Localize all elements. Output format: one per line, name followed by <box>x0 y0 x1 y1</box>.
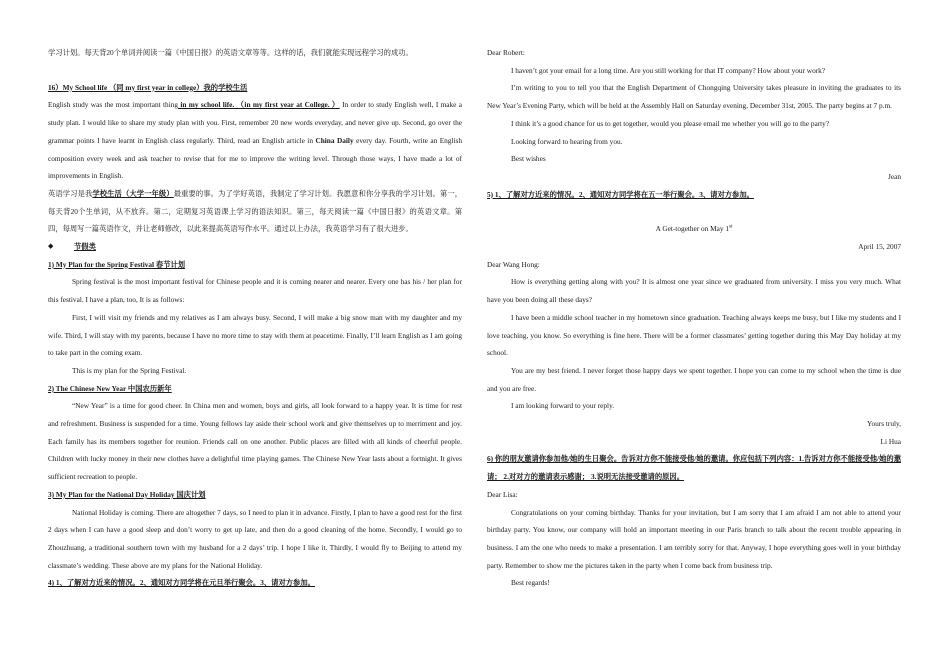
spring-festival-paragraph-2: First, I will visit my friends and my relatives as I am always busy. Second, I will make a big snow man with my daughter and my wife. Third, I will stay with my parents, because I have no more time to stay with them at peacetime. Finally, I’ll learn English as I am going to take part in the coming exam. <box>48 312 462 358</box>
intro-cn-tail: 学习计划。每天背20个单词并阅读一篇《中国日报》的英语文章等等。这样的话，我们就能实现远程学习的成功。 <box>48 48 413 57</box>
letter-6-salutation: Dear Lisa: <box>487 489 518 499</box>
festival-category-label: 节假类 <box>74 242 96 252</box>
letter-5-salutation: Dear Wang Hong: <box>487 259 540 269</box>
chinese-new-year-heading: 2) The Chinese New Year 中国农历新年 <box>48 383 172 393</box>
letter-4-paragraph-1: I haven’t got your email for a long time. Are you still working for that IT company? How about your work? <box>511 65 826 75</box>
newspaper-name: China Daily <box>315 135 354 145</box>
festival-category-row <box>48 238 462 256</box>
title-text: A Get-together on May 1 <box>655 224 729 234</box>
text-run: every day. Fourth, write an English composition every week and ask teacher to revise that for me to improve the writing level. Through those ways, I have made a lot of improvements in English. <box>48 135 462 181</box>
text-run: 最重要的事。为了学好英语，我制定了学习计划。我愿意和你分享我的学习计划。第一，每天背20个生单词，从不放弃。第二，定期复习英语课上学习的语法知识。第三，每天阅读一篇《中国日报》的英语文章。第四，每周写一篇英语作文，并让老师修改，以此来提高英语写作水平。通过以上办法，我英语学习有了很大进步。 <box>48 188 463 234</box>
letter-4-paragraph-4: Looking forward to hearing from you. <box>511 136 623 146</box>
text-run: In order to study English well, I make a study plan. I would like to share my study plan with you. First, remember 20 new words everyday, and never give up. Second, go over the grammar points I have learnt in English class regularly. Third, read an English article in <box>48 100 462 145</box>
letter-5-date: April 15, 2007 <box>858 242 901 252</box>
spring-festival-heading: 1) My Plan for the Spring Festival 春节计划 <box>48 259 186 269</box>
title-superscript: st <box>729 224 733 230</box>
diamond-bullet-icon: ◆ <box>48 242 54 251</box>
letter-5-paragraph-1: How is everything getting along with you? It is almost one year since we graduated from university. I miss you very much. What have you been doing all these days? <box>487 277 901 305</box>
emphasis-run: in my school life. （in my first year at College. ） <box>178 100 340 110</box>
national-day-paragraph: National Holiday is coming. There are altogether 7 days, so I need to plan it in advance. Firstly, I plan to have a good rest for the first 2 days when I can have a good sleep and don’t worry to get up late, and then do a good cleaning of the home. Secondly, I would go to Zhouzhuang, a traditional southern town with my husband for a 2 days’ trip. I hope I like it. Thirdly, I would fly to Beijing to attend my classmate’s wedding. These above are my plans for the National Holiday. <box>48 507 462 570</box>
section-16-english-paragraph <box>48 96 462 185</box>
letter-4-paragraph-3: I think it’s a good chance for us to get together, would you please email me whether you will go to the party? <box>511 118 830 128</box>
section-5-heading: 5) 1、了解对方近来的情况。2、通知对方同学将在五一举行聚会。3、请对方参加。 <box>487 189 754 199</box>
text-run: English study was the most important thing <box>48 100 179 110</box>
letter-5-paragraph-4: I am looking forward to your reply. <box>511 401 615 411</box>
emphasis-run: 学校生活（大学一年级） <box>92 188 174 198</box>
letter-5-paragraph-2: I have been a middle school teacher in my hometown since graduation. Teaching always keeps me busy, but I like my students and I love teaching, you know. So everything is fine here. There will be a former classmates’ getting together during this May Day holiday at my school. <box>487 312 901 358</box>
letter-5-signature: Li Hua <box>880 436 901 446</box>
section-16-chinese-paragraph <box>48 185 462 238</box>
section-4-heading: 4) 1、了解对方近来的情况。2、通知对方同学将在元旦举行聚会。3、请对方参加。 <box>48 578 315 588</box>
spacer <box>487 203 901 220</box>
chinese-new-year-paragraph: “New Year” is a time for good cheer. In China men and women, boys and girls, all look forward to a happy year. It is time for rest and refreshment. Business is suspended for a time. Young fellows lay aside their school work and give themselves up to merriment and joy. Each family has its members together for reunion. Friends call on one another. Public places are filled with all kinds of cheerful people. Children with lucky money in their new clothes have a delightful time playing games. The Chinese New Year lasts about a fortnight. It gives sufficient recreation to people. <box>48 401 462 482</box>
letter-4-signature: Jean <box>888 171 901 181</box>
spring-festival-paragraph-3: This is my plan for the Spring Festival. <box>72 365 187 375</box>
letter-6-paragraph-1: Congratulations on your coming birthday. Thanks for your invitation, but I am sorry that I am afraid I am not able to attend your birthday party. You know, our company will hold an important meeting in our Paris branch to talk about the recent trouble appearing in business. I am the one who needs to make a presentation. I am terribly sorry for that. Anyway, I hope everything goes well in your birthday party. Remember to show me the pictures taken in the party when I come back from business trip. <box>487 507 901 570</box>
letter-4-paragraph-2: I’m writing to you to tell you that the English Department of Chongqing University takes pleasure in inviting the graduates to its New Year’s Evening Party, which will be held at the Assembly Hall on Saturday evening, December 31st, 2005. The party begins at 7 p.m. <box>487 83 901 111</box>
right-column <box>487 44 901 592</box>
letter-5-closing: Yours truly, <box>866 419 901 429</box>
section-16-heading: 16）My School life （同 my first year in college）我的学校生活 <box>48 82 248 92</box>
national-day-heading: 3) My Plan for the National Day Holiday 国庆计划 <box>48 489 206 499</box>
spacer <box>48 62 462 79</box>
letter-4-salutation: Dear Robert: <box>487 48 525 57</box>
letter-6-closing: Best regards! <box>511 578 550 588</box>
left-column <box>48 44 462 592</box>
spring-festival-paragraph-1: Spring festival is the most important festival for Chinese people and it is coming nearer and nearer. Every one has his / her plan for this festival. I have a plan, too, It is as follows: <box>48 277 462 305</box>
letter-5-title <box>487 220 901 238</box>
text-run: 英语学习是我 <box>48 188 93 198</box>
letter-4-closing: Best wishes <box>511 154 546 164</box>
section-6-heading: 6) 你的朋友邀请你参加他/她的生日聚会。告诉对方你不能接受他/她的邀请。你应包括下列内容：1.告诉对方你不能接受他/她的邀请； 2.对对方的邀请表示感谢； 3.说明无法接受邀请的原因。 <box>487 454 901 482</box>
letter-5-paragraph-3: You are my best friend. I never forget those happy days we spent together. I hope you can come to my school when the time is due and you are free. <box>487 365 901 393</box>
